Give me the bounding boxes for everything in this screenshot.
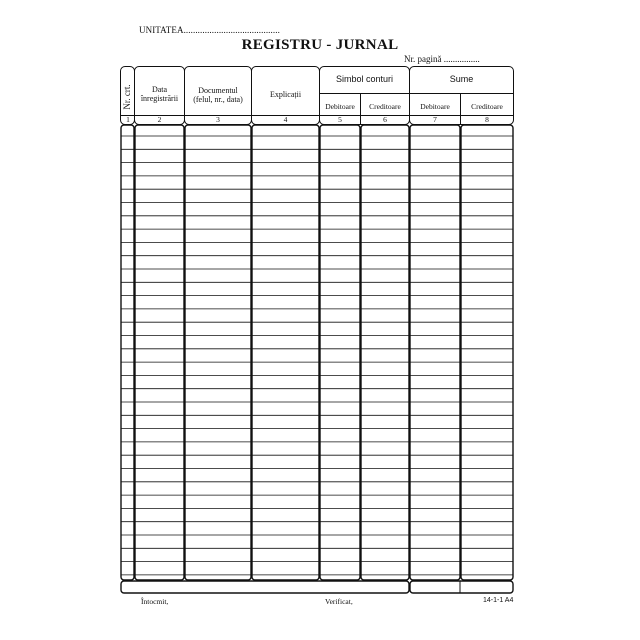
body-column-8 <box>461 125 513 580</box>
data-label-2: înregistrării <box>140 94 179 103</box>
grid-lines <box>121 125 513 593</box>
body-column-5 <box>320 125 360 580</box>
col-number-5: 5 <box>338 115 342 124</box>
prepared-by-label: Întocmit, <box>141 597 169 606</box>
col-number-3: 3 <box>216 115 220 124</box>
documentul-label-1: Documentul <box>198 86 238 95</box>
explicatii-label: Explicații <box>269 90 302 99</box>
simbol-debitoare-label: Debitoare <box>325 102 355 111</box>
body-column-4 <box>252 125 319 580</box>
col-number-2: 2 <box>157 115 162 124</box>
col-number-1: 1 <box>126 115 130 124</box>
sume-creditoare-label: Creditoare <box>471 102 503 111</box>
col-number-4: 4 <box>283 115 288 124</box>
col-number-7: 7 <box>433 115 437 124</box>
documentul-label-2: (felul, nr., data) <box>193 95 243 104</box>
data-label-1: Data <box>151 85 168 94</box>
unit-field: UNITATEA......................................... <box>139 25 280 35</box>
col-number-6: 6 <box>383 115 387 124</box>
total-row-left <box>121 581 409 593</box>
simbol-creditoare-label: Creditoare <box>369 102 401 111</box>
nr-crt-label: Nr. crt. <box>122 84 132 110</box>
sume-debitoare-label: Debitoare <box>420 102 450 111</box>
body-column-6 <box>361 125 409 580</box>
body-column-2 <box>135 125 184 580</box>
verified-by-label: Verificat, <box>325 597 353 606</box>
page-title: REGISTRU - JURNAL <box>241 37 399 53</box>
simbol-conturi-label: Simbol conturi <box>335 74 394 84</box>
sume-label: Sume <box>449 74 474 84</box>
col-number-8: 8 <box>485 115 489 124</box>
body-column-3 <box>185 125 251 580</box>
body-column-7 <box>410 125 460 580</box>
total-row-sums <box>410 581 513 593</box>
page-number-field: Nr. pagină ................ <box>404 54 480 64</box>
form-code: 14-1-1 A4 <box>483 597 514 604</box>
body-column-1 <box>121 125 134 580</box>
